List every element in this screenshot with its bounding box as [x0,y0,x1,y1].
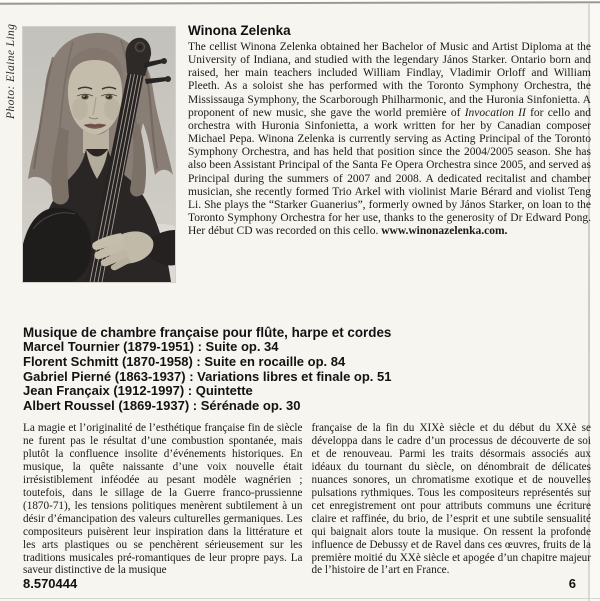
biography-work-title: Invocation II [464,106,526,119]
programme-item: Jean Françaix (1912-1997) : Quintette [23,383,253,399]
biography-title: Winona Zelenka [188,23,291,38]
catalog-number: 8.570444 [23,576,78,591]
biography-paragraph [188,41,591,238]
biography-text-part1: The cellist Winona Zelenka obtained her Bachelor of Music and Artist Diploma at the University of Indiana, and studied with the legendary János Starker. Ontario born and raised, her main teachers included William Findlay, Vladimir Orloff and William Pleeth. As a soloist she has performed with the Toronto Symphony Orchestra, the Mississauga Symphony, the Scarborough Philharmonic, and the Huronia Sinfonietta. A proponent of new music, she gave the world première of [188,41,591,119]
programme-item: Albert Roussel (1869-1937) : Sérénade op. 30 [23,398,301,414]
liner-notes-right-column: française de la fin du XIXè siècle et du début du XXè se développa dans le cadre d’un processus de découverte de soi et de renouveau. Parmi les traits désormais associés aux idéaux du tournant du siècle, on dénombrait de délicates nuances sonores, un chromatisme exotique et de nouvelles pulsations rythmiques. Tous les compositeurs représentés sur cet enregistrement ont pour attributs communs une écriture claire et raffinée, du brio, de l’esprit et une subtile sensualité qui baignait alors toute la musique. On ressent la profonde influence de Debussy et de Ravel dans ces œuvres, fruits de la première moitié du XXè siècle et apogée d’un chapitre majeur de l’histoire de l’art en France. [311,422,591,577]
programme-heading: Musique de chambre française pour flûte, harpe et cordes [23,325,392,340]
programme-item: Gabriel Pierné (1863-1937) : Variations libres et finale op. 51 [23,368,392,384]
liner-notes-section [23,422,591,577]
scan-edge-top-line [0,1,600,5]
programme-item: Florent Schmitt (1870-1958) : Suite en rocaille op. 84 [23,353,346,369]
scan-edge-bottom-line [0,598,600,599]
programme-item: Marcel Tournier (1879-1951) : Suite op. 34 [23,339,279,354]
cellist-portrait-illustration [23,27,175,282]
scan-edge-right-strip [590,4,600,601]
biography-text-part2: for cello and orchestra with Huronia Sinfonietta, a work written for her by Canadian composer Michael Pepa. Winona Zelenka is currently serving as Acting Principal of the Toronto Symphony Orchestra, and has held that position since the 2004/2005 season. She has also been Assistant Principal of the Santa Fe Opera Orchestra since 2005, and served as Principal during the summers of 2007 and 2008. A dedicated recitalist and chamber musician, she recently formed Trio Arkel with violinist Marie Bérard and violist Teng Li. She plays the “Starker Guanerius”, formerly owned by János Starker, on loan to the Toronto Symphony Orchestra for her use, thanks to the generosity of Dr Edward Pong. Her début CD was recorded on this cello. [188,106,591,238]
photo-credit: Photo: Elaine Ling [5,24,17,120]
programme-section [23,325,588,414]
biography-website: www.winonazelenka.com. [381,225,508,238]
liner-notes-left-column: La magie et l’originalité de l’esthétique française fin de siècle ne furent pas le résultat d’une combustion spontanée, mais plutôt la confluence insolite d’événements historiques. En musique, la quête naissante d’une voix nouvelle était irrésistiblement inféodée au pesant modèle wagnérien ; toutefois, dans le sillage de la Guerre franco-prussienne (1870-71), les tensions politiques menèrent subtilement à un désir d’émancipation des valeurs culturelles germaniques. Les compositeurs puisèrent leur inspiration dans la littérature et les arts plastiques ou se penchèrent sérieusement sur les traditions musicales pré-romantiques de leur propre pays. La saveur distinctive de la musique [23,422,303,577]
biography-section [188,23,591,238]
cellist-portrait-photo [23,27,175,282]
page-number: 6 [568,576,576,591]
